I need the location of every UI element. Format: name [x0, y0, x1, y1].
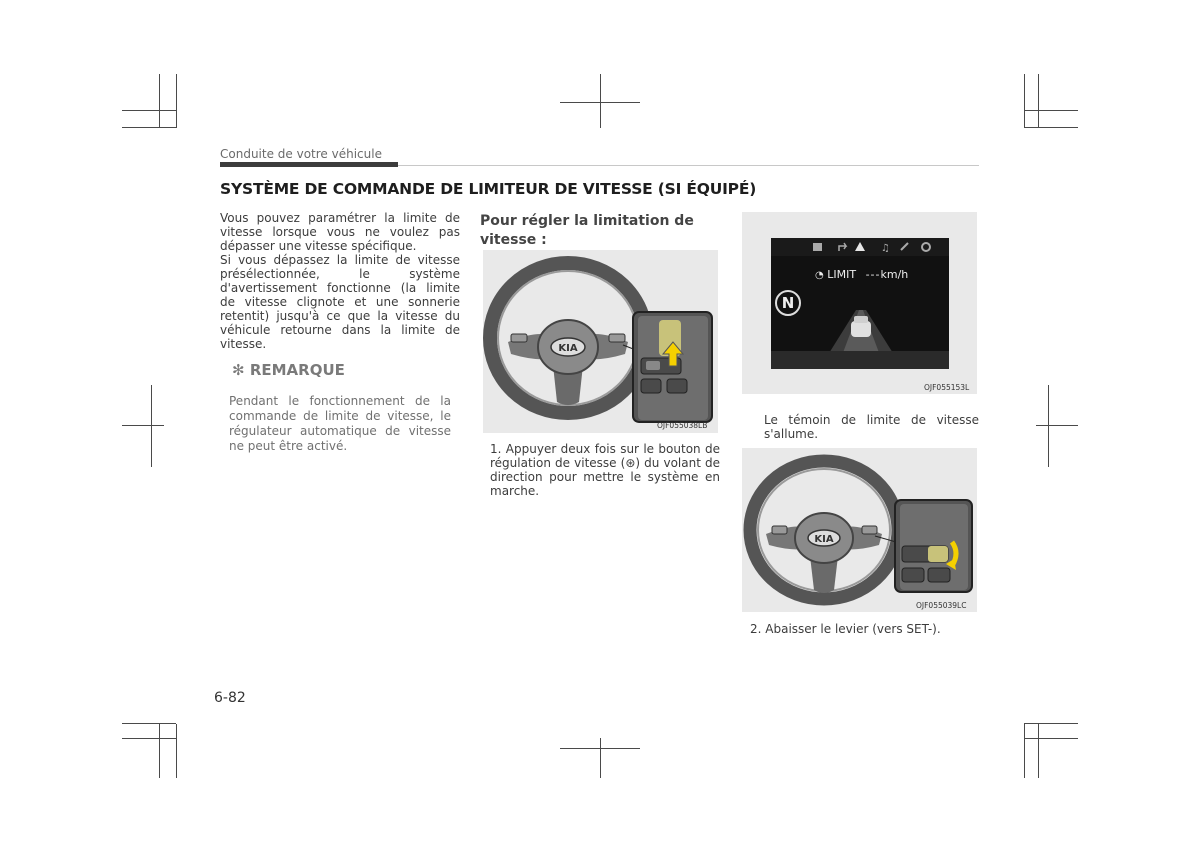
limit-label: LIMIT: [827, 268, 857, 281]
trip-icon: [813, 243, 822, 251]
crop-mark: [1024, 738, 1078, 739]
crop-mark: [159, 724, 160, 778]
note-symbol-icon: ✻: [232, 361, 245, 379]
crop-mark: [176, 724, 177, 778]
crop-mark: [1038, 74, 1039, 128]
indicator-text: Le témoin de limite de vitesse s'allume.: [764, 413, 979, 441]
figure-code-3: OJF055039LC: [916, 601, 967, 610]
svg-text:♫: ♫: [881, 243, 890, 254]
limit-value: ---: [865, 268, 881, 281]
crop-mark: [1024, 74, 1025, 128]
intro-paragraph-1: Vous pouvez paramétrer la limite de vitesse lorsque vous ne voulez pas dépasser une vitesse spécifique.: [220, 211, 460, 253]
note-heading: [232, 361, 345, 379]
procedure-heading: Pour régler la limitation de vitesse :: [480, 213, 694, 248]
step-1: 1. Appuyer deux fois sur le bouton de régulation de vitesse (⊛) du volant de direction pour mettre le système en marche.: [490, 442, 720, 498]
speed-limit-icon: ◔: [815, 270, 824, 281]
registration-mark: [122, 425, 164, 426]
crop-mark: [122, 738, 176, 739]
intro-text: [220, 211, 460, 351]
header-rule-light: [398, 165, 979, 166]
crop-mark: [176, 74, 177, 128]
crop-mark: [159, 74, 160, 128]
registration-mark: [151, 385, 152, 467]
figure-code-1: OJF055038LB: [657, 421, 708, 430]
speed-limit-readout: [815, 268, 908, 281]
section-title: SYSTÈME DE COMMANDE DE LIMITEUR DE VITESSE (SI ÉQUIPÉ): [220, 180, 757, 198]
crop-mark: [1024, 110, 1078, 111]
crop-mark: [122, 127, 176, 128]
crop-mark: [122, 723, 176, 724]
steering-wheel-figure-2: [742, 448, 977, 612]
limit-unit: km/h: [880, 268, 909, 281]
crop-mark: [1024, 723, 1078, 724]
intro-paragraph-2: Si vous dépassez la limite de vitesse présélectionnée, le système d'avertissement fonctionne (la limite de vitesse clignote et une sonnerie retentit) jusqu'à ce que la vitesse du véhicule retourne dans la limite de vitesse.: [220, 253, 460, 351]
header-rule-dark: [220, 162, 398, 167]
registration-mark: [600, 74, 601, 128]
cluster-screen: [771, 238, 949, 369]
gear-indicator: [775, 290, 801, 316]
gear-letter: N: [781, 294, 795, 312]
svg-text:KIA: KIA: [558, 343, 578, 354]
crop-mark: [1024, 724, 1025, 778]
note-body: Pendant le fonctionnement de la commande de limite de vitesse, le régulateur automatique de vitesse ne peut être activé.: [229, 394, 451, 453]
page-number: 6-82: [214, 690, 246, 706]
running-header: Conduite de votre véhicule: [220, 147, 382, 161]
figure-code-2: OJF055153L: [924, 383, 970, 392]
note-title: REMARQUE: [249, 361, 345, 379]
crop-mark: [1024, 127, 1078, 128]
cluster-display-figure: [742, 212, 977, 394]
crop-mark: [122, 110, 176, 111]
steering-wheel-illustration-2: [742, 448, 977, 612]
steering-wheel-figure-1: [483, 250, 718, 433]
registration-mark: [1036, 425, 1078, 426]
registration-mark: [600, 738, 601, 778]
svg-text:KIA: KIA: [814, 534, 834, 545]
registration-mark: [1048, 385, 1049, 467]
crop-mark: [1038, 724, 1039, 778]
steering-wheel-illustration: [483, 250, 718, 433]
step-2: 2. Abaisser le levier (vers SET-).: [750, 622, 941, 636]
